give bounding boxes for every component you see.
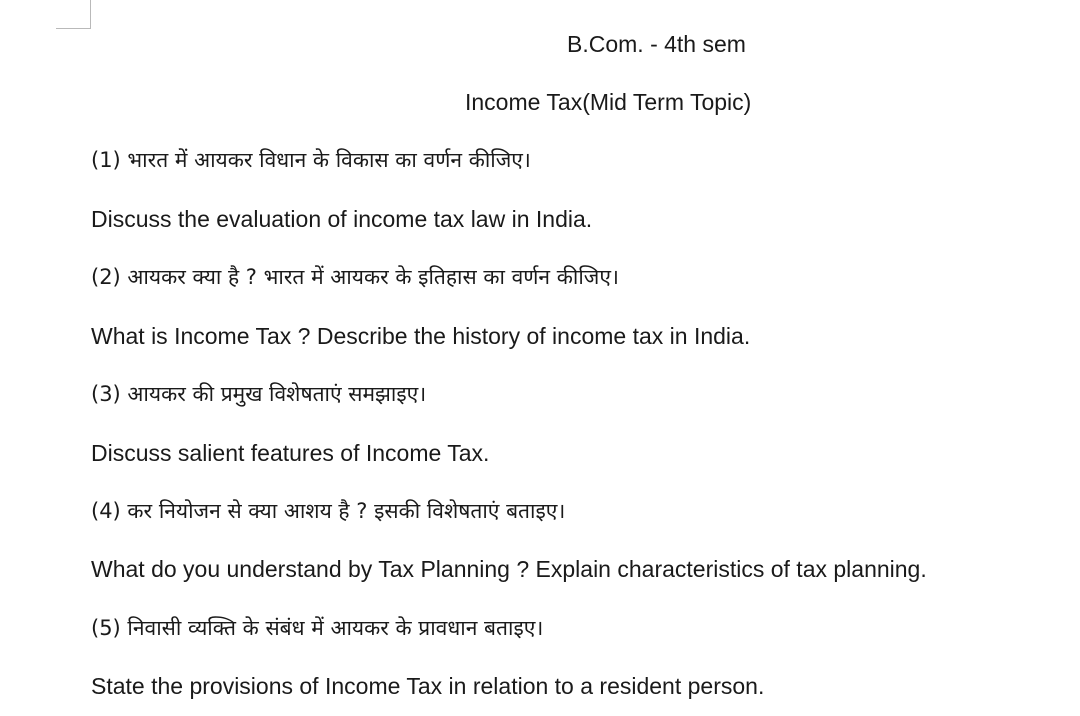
question-4-english: What do you understand by Tax Planning ? Explain characteristics of tax planning. [91,556,927,582]
question-5-hindi: (5) निवासी व्यक्ति के संबंध में आयकर के प्रावधान बताइए। [91,616,544,640]
course-title: B.Com. - 4th sem [567,31,746,57]
question-2-hindi: (2) आयकर क्या है ? भारत में आयकर के इतिहास का वर्णन कीजिए। [91,265,619,289]
question-4-hindi: (4) कर नियोजन से क्या आशय है ? इसकी विशेषताएं बताइए। [91,499,566,523]
question-5-english: State the provisions of Income Tax in relation to a resident person. [91,673,765,699]
topic-title: Income Tax(Mid Term Topic) [465,89,752,115]
question-3-hindi: (3) आयकर की प्रमुख विशेषताएं समझाइए। [91,382,427,406]
question-1-english: Discuss the evaluation of income tax law in India. [91,206,593,232]
question-1-hindi: (1) भारत में आयकर विधान के विकास का वर्णन कीजिए। [91,148,531,172]
page-corner-marker [56,0,91,29]
question-2-english: What is Income Tax ? Describe the history of income tax in India. [91,323,751,349]
question-3-english: Discuss salient features of Income Tax. [91,440,490,466]
